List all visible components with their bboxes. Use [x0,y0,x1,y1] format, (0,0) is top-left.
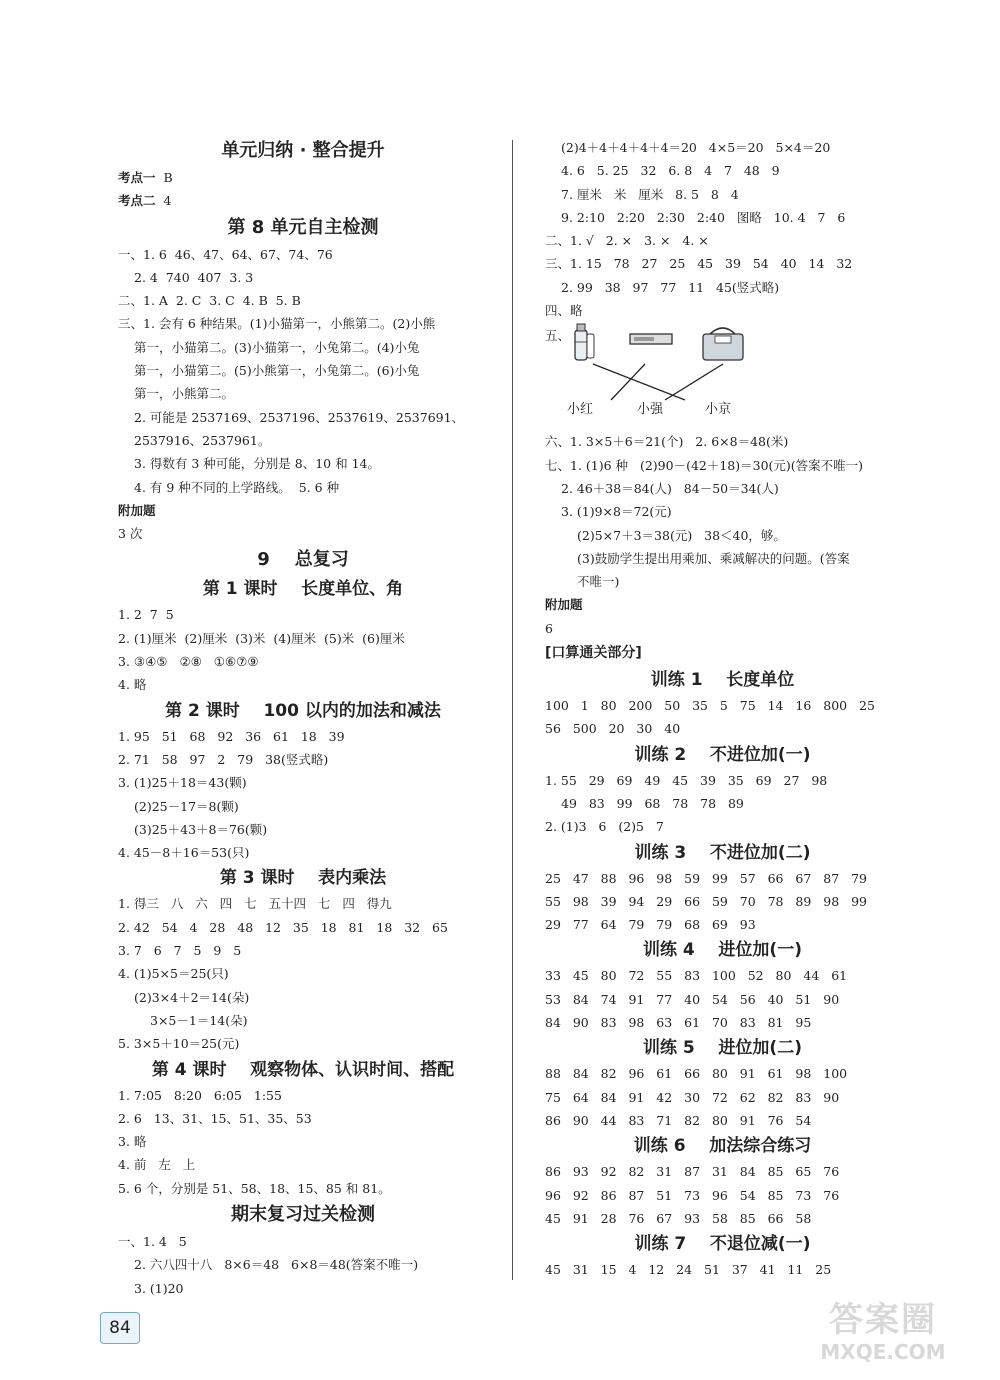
training-7-title: 训练 7 不退位减(一) [634,1234,811,1255]
text-line: 六、1. 3×5＋6＝21(个) 2. 6×8＝48(米) [545,434,789,450]
text-line: 33 45 80 72 55 83 100 52 80 44 61 [545,968,848,984]
text-line: 第一，小猫第二。(3)小猫第一，小兔第二。(4)小兔 [134,339,420,355]
text-line: 2. 99 38 97 77 11 45(竖式略) [561,279,780,295]
text-line: 86 93 92 82 31 87 31 84 85 65 76 [545,1164,840,1180]
text-line: 三、1. 会有 6 种结果。(1)小猫第一，小熊第二。(2)小熊 [118,316,436,332]
fujia-answer: 3 次 [118,526,143,542]
training-6-title: 训练 6 加法综合练习 [633,1136,812,1157]
lesson-3-title: 第 3 课时 表内乘法 [219,868,387,889]
title-unit-summary: 单元归纳 · 整合提升 [221,140,385,161]
five-label: 五、 [545,328,571,344]
text-line: 56 500 20 30 40 [545,721,681,737]
text-line: 1. 2 7 5 [118,607,174,623]
text-line: 第一，小猫第二。(5)小熊第一，小兔第二。(6)小兔 [134,363,420,379]
text-line: 3. 略 [118,1134,147,1150]
lesson-2-title: 第 2 课时 100 以内的加法和减法 [165,700,441,721]
text-line: 88 84 82 96 61 66 80 91 61 98 100 [545,1066,848,1082]
text-line: 2. 46＋38＝84(人) 84－50＝34(人) [561,480,779,496]
title-general-review: 9 总复习 [257,549,349,571]
text-line: 5. 6 个，分别是 51、58、18、15、85 和 81。 [118,1180,391,1196]
text-line: (3)25＋43＋8＝76(颗) [134,821,268,837]
text-line: 75 64 84 91 42 30 72 62 82 83 90 [545,1089,840,1105]
text-line: 二、1. √ 2. × 3. × 4. × [545,233,709,249]
text-line: 2. 可能是 2537169、2537196、2537619、2537691、 [134,409,465,425]
name-label: 小红 [567,402,594,418]
training-5-title: 训练 5 进位加(二) [643,1038,802,1059]
kaodian-2: 考点二 4 [118,193,172,209]
lesson-4-title: 第 4 课时 观察物体、认识时间、搭配 [151,1059,455,1080]
text-line: 86 90 44 83 71 82 80 91 76 54 [545,1112,812,1128]
text-line: 53 84 74 91 77 40 54 56 40 51 90 [545,991,840,1007]
training-3-title: 训练 3 不进位加(二) [634,842,811,863]
left-column [118,136,488,1300]
watermark-text: 答案圈 [829,1300,937,1340]
text-line: 七、1. (1)6 种 (2)90－(42＋18)＝30(元)(答案不唯一) [545,457,864,473]
text-line: 2. 6 13、31、15、51、35、53 [118,1110,312,1126]
text-line: 1. 得三 八 六 四 七 五十四 七 四 得九 [118,896,392,912]
text-line: 1. 7:05 8:20 6:05 1:55 [118,1087,282,1103]
text-line: 45 91 28 76 67 93 58 85 66 58 [545,1210,812,1226]
text-line: 3. (1)25＋18＝43(颗) [118,775,247,791]
text-line: 1. 95 51 68 92 36 61 18 39 [118,728,345,744]
page-number: 84 [100,1312,140,1344]
text-line: 3. (1)20 [134,1280,184,1296]
watermark-url: MXQE.COM [820,1340,946,1364]
text-line: 4. (1)5×5＝25(只) [118,966,229,982]
text-line: (2)4＋4＋4＋4＋4＝20 4×5＝20 5×4＝20 [561,140,831,155]
column-divider [512,140,513,1280]
text-line: 2. 71 58 97 2 79 38(竖式略) [118,751,329,767]
pencil-box-icon [630,334,672,344]
text-line: 7. 厘米 米 厘米 8. 5 8 4 [561,186,739,202]
section-mental-calc: [口算通关部分] [545,645,642,662]
text-line: 4. 前 左 上 [118,1157,196,1173]
water-bottle-icon [575,324,594,360]
training-4-title: 训练 4 进位加(一) [643,940,802,961]
text-line: 不唯一) [577,574,620,590]
text-line: (2)3×4＋2＝14(朵) [134,989,250,1005]
text-line: 4. 有 9 种不同的上学路线。 5. 6 种 [134,479,340,495]
text-line: 第一，小熊第二。 [134,386,235,402]
fujia-label: 附加题 [118,502,156,518]
schoolbag-icon [703,328,743,360]
title-final-review: 期末复习过关检测 [231,1203,375,1225]
text-line: 25 47 88 96 98 59 99 57 66 67 87 79 [545,870,867,886]
fujia-answer: 6 [545,620,553,636]
training-1-title: 训练 1 长度单位 [650,670,795,691]
matching-svg [565,322,865,402]
text-line: 29 77 64 79 79 68 69 93 [545,917,756,933]
watermark [788,1300,978,1366]
text-line: 84 90 83 98 63 61 70 83 81 95 [545,1015,812,1031]
name-label: 小强 [637,402,664,418]
text-line: 2. 六八四十八 8×6＝48 6×8＝48(答案不唯一) [134,1257,419,1273]
text-line: (2)25－17＝8(颗) [134,798,239,814]
text-line: (2)5×7＋3＝38(元) 38＜40，够。 [577,527,786,543]
title-unit8-test: 第 8 单元自主检测 [227,216,379,238]
text-line: 3. 7 6 7 5 9 5 [118,943,242,959]
text-line: 4. 6 5. 25 32 6. 8 4 7 48 9 [561,163,780,179]
text-line: 3. ③④⑤ ②⑧ ①⑥⑦⑨ [118,654,259,670]
text-line: 2. (1)厘米 (2)厘米 (3)米 (4)厘米 (5)米 (6)厘米 [118,630,405,646]
text-line: 3×5－1＝14(朵) [150,1012,248,1028]
text-line: 3. (1)9×8＝72(元) [561,504,672,520]
text-line: 3. 得数有 3 种可能，分别是 8、10 和 14。 [134,456,380,472]
text-line: 2. (1)3 6 (2)5 7 [545,819,664,835]
text-line: 5. 3×5＋10＝25(元) [118,1036,240,1052]
text-line: 45 31 15 4 12 24 51 37 41 11 25 [545,1262,832,1278]
name-label: 小京 [705,402,732,418]
text-line: 四、略 [545,303,583,319]
right-column [545,136,900,1281]
text-line: 4. 45－8＋16＝53(只) [118,845,250,861]
text-line: 2. 4 740 407 3. 3 [134,269,254,285]
text-line: 4. 略 [118,677,147,693]
lesson-1-title: 第 1 课时 长度单位、角 [202,579,404,600]
text-line: 2. 42 54 4 28 48 12 35 18 81 18 32 65 [118,919,448,935]
text-line: 一、1. 4 5 [118,1233,187,1249]
text-line: 96 92 86 87 51 73 96 54 85 73 76 [545,1187,840,1203]
text-line: 1. 55 29 69 49 45 39 35 69 27 98 [545,772,828,788]
text-line: 2537916、2537961。 [134,432,271,448]
text-line: 一、1. 6 46、47、64、67、74、76 [118,246,333,262]
fujia-label: 附加题 [545,597,583,613]
training-2-title: 训练 2 不进位加(一) [634,744,811,765]
kaodian-1: 考点一 B [118,170,173,185]
matching-diagram [545,322,900,430]
text-line: 9. 2:10 2:20 2:30 2:40 图略 10. 4 7 6 [561,209,846,225]
match-line [593,364,685,400]
text-line: 55 98 39 94 29 66 59 70 78 89 98 99 [545,893,867,909]
text-line: 49 83 99 68 78 78 89 [561,795,744,811]
text-line: 二、1. A 2. C 3. C 4. B 5. B [118,293,301,309]
text-line: 100 1 80 200 50 35 5 75 14 16 800 25 [545,698,875,714]
match-line [665,364,723,400]
text-line: (3)鼓励学生提出用乘加、乘减解决的问题。(答案 [577,550,850,566]
text-line: 三、1. 15 78 27 25 45 39 54 40 14 32 [545,256,853,272]
